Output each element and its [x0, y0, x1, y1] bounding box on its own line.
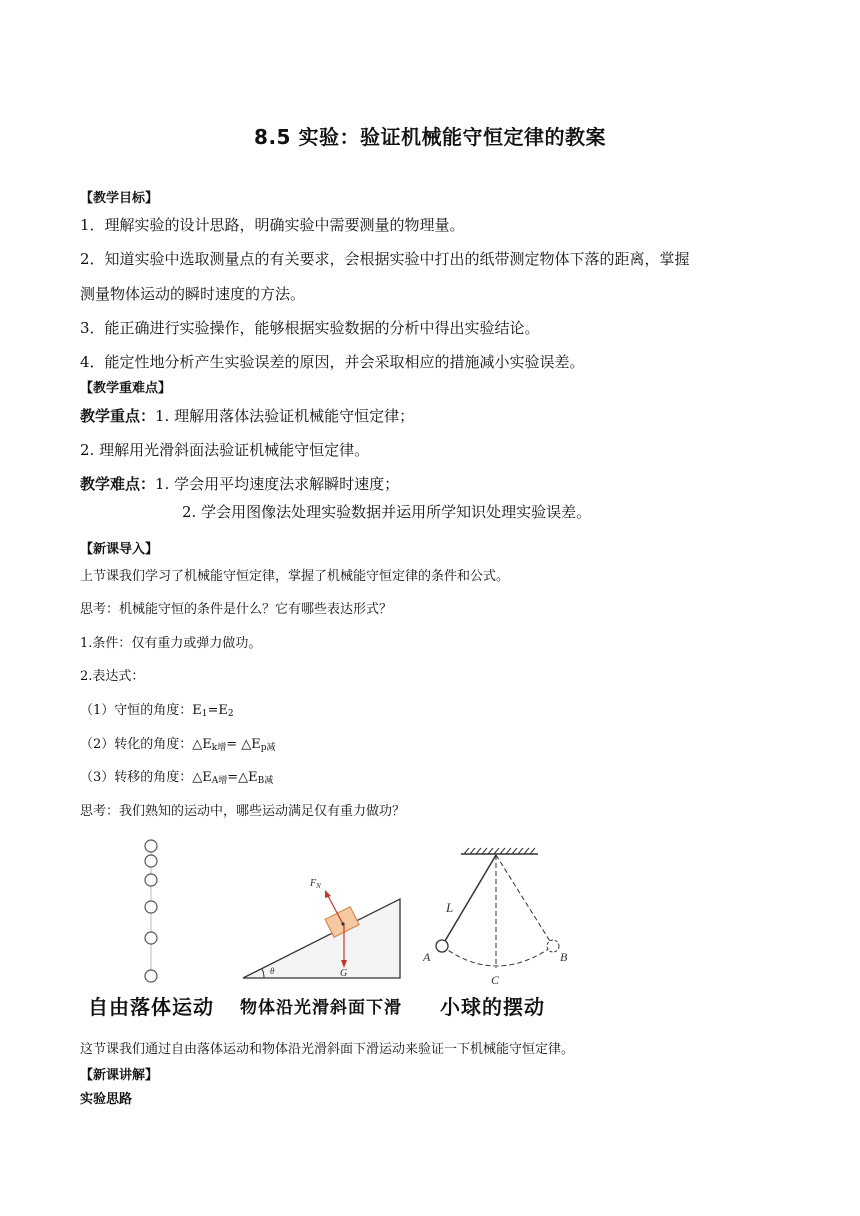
formula-3-label: （3）转移的角度： [80, 770, 193, 785]
goal-item-2: 2．知道实验中选取测量点的有关要求，会根据实验中打出的纸带测定物体下落的距离，掌握 [80, 250, 690, 268]
goal-item-1: 1．理解实验的设计思路，明确实验中需要测量的物理量。 [80, 216, 465, 234]
formula-3 [80, 766, 273, 786]
difficulty-label: 教学难点： [80, 475, 156, 493]
lesson-subheading: 实验思路 [80, 1092, 133, 1107]
focus-line-1 [80, 405, 414, 426]
a-label: A [423, 950, 431, 964]
g-label: G [340, 968, 348, 979]
formula-1-expr: $E_1=E_2$ [192, 703, 234, 719]
incline-diagram [243, 878, 400, 979]
motion-figure [78, 828, 588, 1026]
formula-1-label: （1）守恒的角度： [80, 703, 193, 718]
page-title: 8.5 实验：验证机械能守恒定律的教案 [254, 125, 606, 149]
intro-line-1: 上节课我们学习了机械能守恒定律，掌握了机械能守恒定律的条件和公式。 [80, 569, 510, 584]
difficulty-line-2: 2. 学会用图像法处理实验数据并运用所学知识处理实验误差。 [182, 503, 592, 521]
caption-free-fall: 自由落体运动 [88, 995, 214, 1019]
formula-3-expr: $\triangle E_{A增}=\triangle E_{B减}$ [192, 770, 274, 786]
formula-2-label: （2）转化的角度： [80, 737, 193, 752]
formula-2 [80, 733, 276, 753]
difficulty-text-1: 1. 学会用平均速度法求解瞬时速度； [155, 475, 400, 493]
section-header-goals: 【教学目标】 [80, 191, 159, 206]
free-fall-diagram [145, 840, 157, 982]
focus-text-1: 1. 理解用落体法验证机械能守恒定律； [155, 407, 415, 425]
formula-2-expr: $\triangle E_{k增}=$ $\triangle E_{p减}$ [192, 737, 276, 753]
fn-label: $F_N$ [310, 878, 321, 890]
section-header-intro: 【新课导入】 [80, 542, 159, 557]
formula-1 [80, 699, 234, 719]
caption-incline: 物体沿光滑斜面下滑 [240, 998, 402, 1018]
intro-line-5: 思考：我们熟知的运动中，哪些运动满足仅有重力做功？ [80, 804, 406, 819]
goal-item-2-continued: 测量物体运动的瞬时速度的方法。 [80, 285, 306, 303]
b-label: B [560, 950, 568, 964]
goal-item-3: 3．能正确进行实验操作，能够根据实验数据的分析中得出实验结论。 [80, 319, 540, 337]
focus-line-2: 2. 理解用光滑斜面法验证机械能守恒定律。 [80, 441, 370, 459]
difficulty-line-1 [80, 473, 399, 494]
section-header-keypoints: 【教学重难点】 [80, 381, 172, 396]
theta-label: θ [270, 966, 275, 976]
c-label: C [491, 973, 500, 987]
section-header-lesson: 【新课讲解】 [80, 1068, 159, 1083]
intro-line-3: 1.条件：仅有重力或弹力做功。 [80, 636, 262, 651]
intro-line-6: 这节课我们通过自由落体运动和物体沿光滑斜面下滑运动来验证一下机械能守恒定律。 [80, 1042, 575, 1057]
l-label: L [446, 900, 454, 915]
intro-line-2: 思考：机械能守恒的条件是什么？它有哪些表达形式？ [80, 602, 393, 617]
intro-line-4: 2.表达式： [80, 669, 145, 684]
caption-pendulum: 小球的摆动 [440, 995, 545, 1019]
focus-label: 教学重点： [80, 407, 156, 425]
goal-item-4: 4．能定性地分析产生实验误差的原因，并会采取相应的措施减小实验误差。 [80, 353, 585, 371]
pendulum-diagram [422, 848, 568, 987]
